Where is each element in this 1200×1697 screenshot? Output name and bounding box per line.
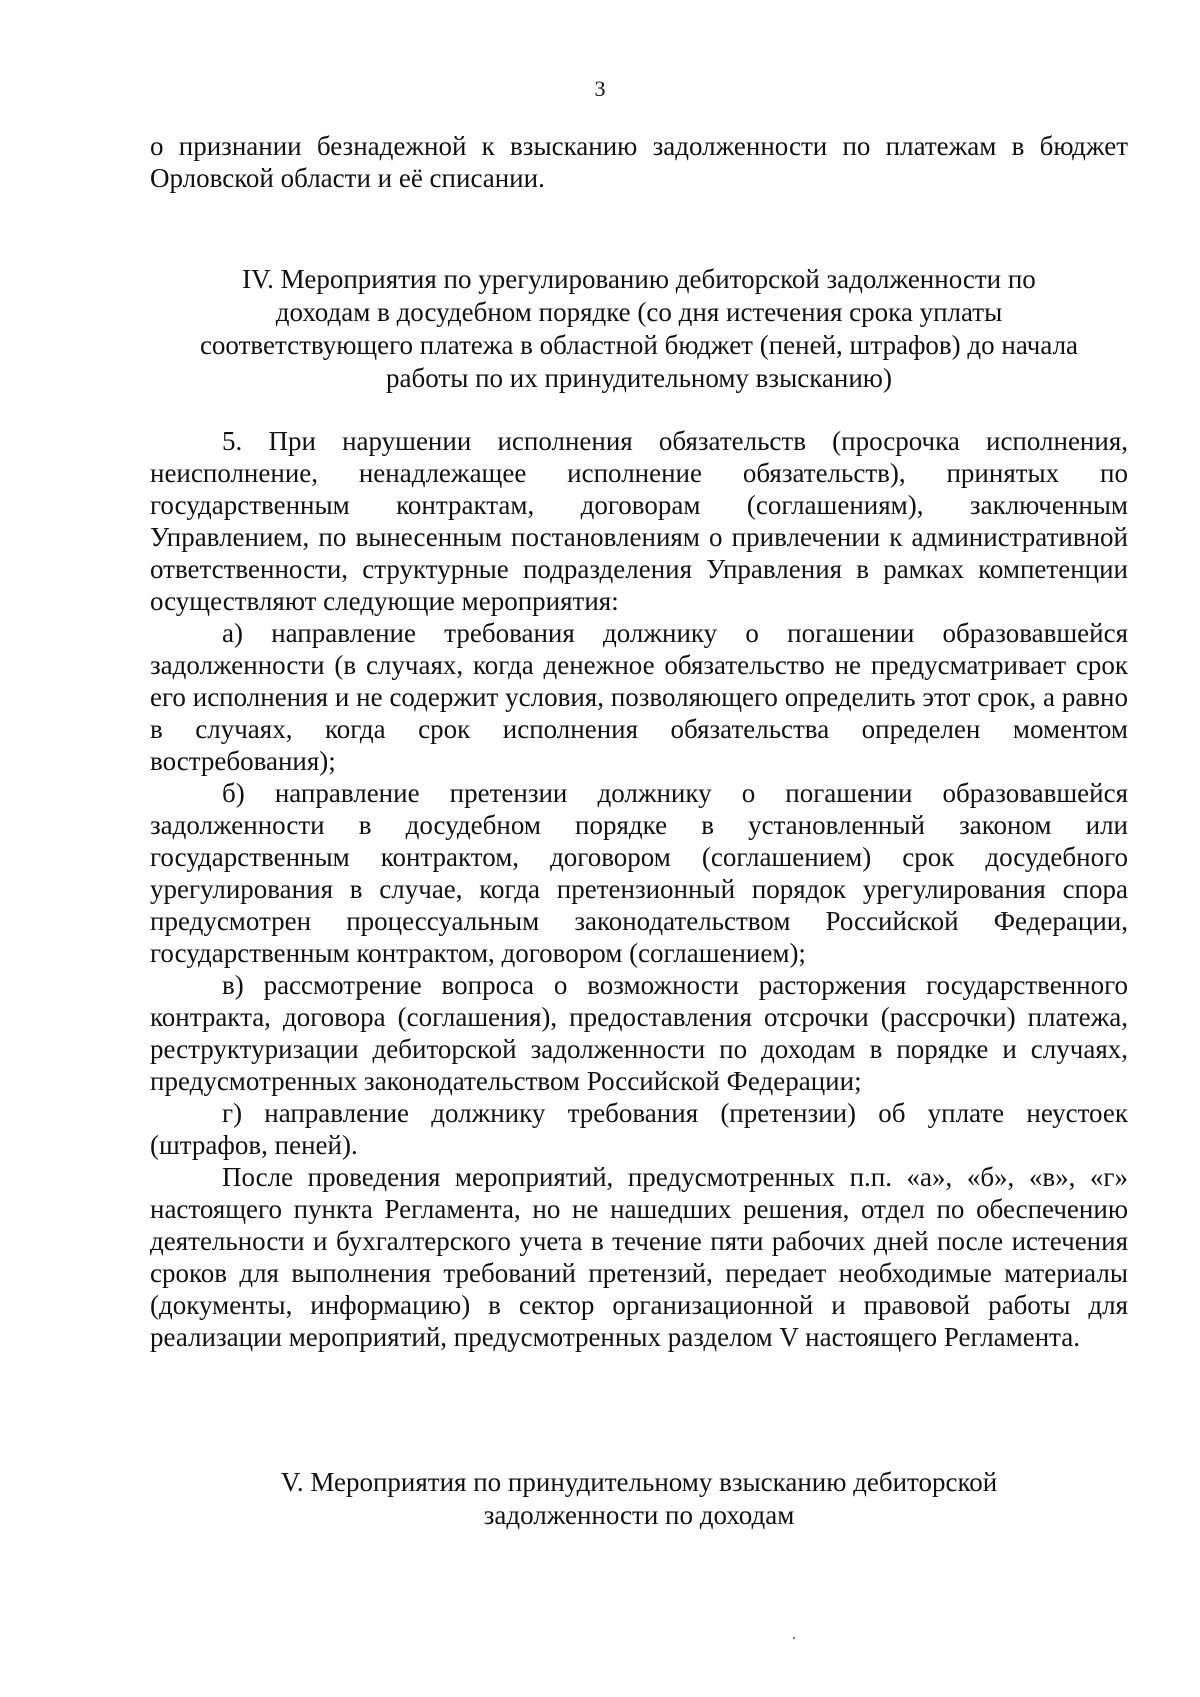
section-iv-heading-line: доходам в досудебном порядке (со дня истечения срока уплаты xyxy=(275,297,1003,327)
subclause-a-paragraph: а) направление требования должнику о погашении образовавшейся задолженности (в случаях, когда денежное обязательство не предусматривает срок его исполнения и не содержит условия, позволяющего определить этот срок, а равно в случаях, когда срок исполнения обязательства определен моментом востребования); xyxy=(150,618,1128,776)
section-iv-heading-line: соответствующего платежа в областной бюджет (пеней, штрафов) до начала xyxy=(199,330,1079,360)
section-v-heading xyxy=(150,1466,1128,1532)
scan-speck xyxy=(793,1637,795,1639)
section-iv-body xyxy=(150,425,1128,1353)
page-number: 3 xyxy=(594,76,606,101)
clause-5-paragraph: 5. При нарушении исполнения обязательств (просрочка исполнения, неисполнение, ненадлежащее исполнение обязательств), принятых по государственным контрактам, договорам (соглашениям), заключенным Управлением, по вынесенным постановлениям о привлечении к административной ответственности, структурные подразделения Управления в рамках компетенции осуществляют следующие мероприятия: xyxy=(150,426,1128,616)
subclause-v-paragraph: в) рассмотрение вопроса о возможности расторжения государственного контракта, договора (соглашения), предоставления отсрочки (рассрочки) платежа, реструктуризации дебиторской задолженности по доходам в порядке и случаях, предусмотренных законодательством Российской Федерации; xyxy=(150,970,1128,1096)
section-iv-heading xyxy=(150,263,1128,395)
subclause-g-paragraph: г) направление должнику требования (претензии) об уплате неустоек (штрафов, пеней). xyxy=(150,1098,1128,1160)
section-iv-heading-line: IV. Мероприятия по урегулированию дебиторской задолженности по xyxy=(242,264,1036,294)
intro-paragraph: о признании безнадежной к взысканию задолженности по платежам в бюджет Орловской области и её списании. xyxy=(150,131,1128,193)
follow-up-paragraph: После проведения мероприятий, предусмотренных п.п. «а», «б», «в», «г» настоящего пункта Регламента, но не нашедших решения, отдел по обеспечению деятельности и бухгалтерского учета в течение пяти рабочих дней после истечения сроков для выполнения требований претензий, передает необходимые материалы (документы, информацию) в сектор организационной и правовой работы для реализации мероприятий, предусмотренных разделом V настоящего Регламента. xyxy=(150,1162,1128,1352)
section-v-heading-line: задолженности по доходам xyxy=(483,1500,795,1530)
section-iv-heading-line: работы по их принудительному взысканию) xyxy=(386,363,892,393)
subclause-b-paragraph: б) направление претензии должнику о погашении образовавшейся задолженности в досудебном порядке в установленный законом или государственным контрактом, договором (соглашением) срок досудебного урегулирования в случае, когда претензионный порядок урегулирования спора предусмотрен процессуальным законодательством Российской Федерации, государственным контрактом, договором (соглашением); xyxy=(150,778,1128,968)
section-v-heading-line: V. Мероприятия по принудительному взысканию дебиторской xyxy=(280,1467,998,1497)
